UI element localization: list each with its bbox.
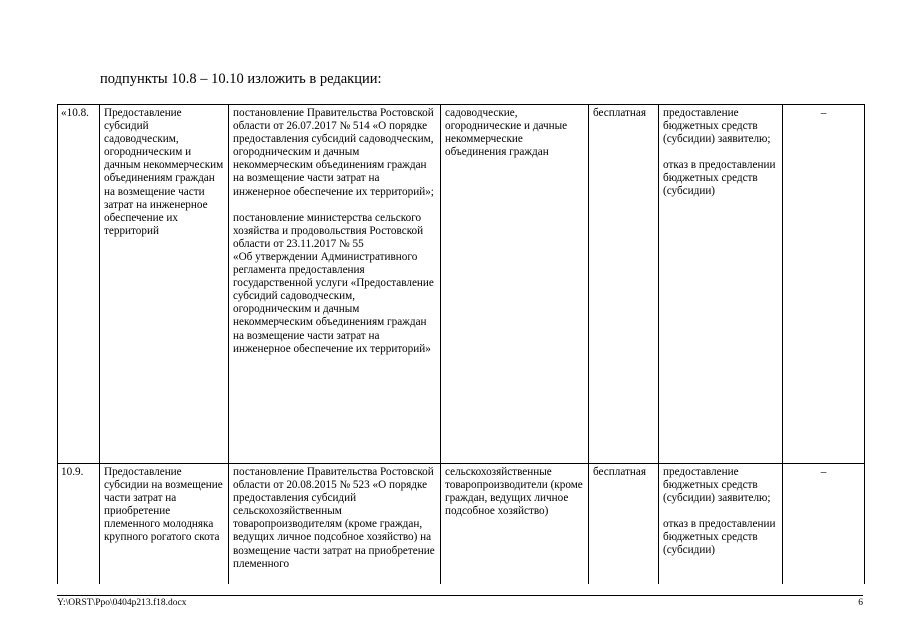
extra-column: – (783, 105, 865, 464)
recipients: сельскохозяйственные товаропроизводители (кроме граждан, ведущих личное подсобное хозяйство) (441, 464, 589, 585)
cost: бесплатная (589, 105, 659, 464)
result-grant: предоставление бюджетных средств (субсидии) заявителю; (663, 107, 771, 146)
result-grant: предоставление бюджетных средств (субсидии) заявителю; (663, 466, 771, 505)
intro-text: подпункты 10.8 – 10.10 изложить в редакции: (100, 71, 382, 87)
legal-acts-cell (229, 105, 441, 464)
page-footer (57, 595, 863, 609)
extra-column: – (783, 464, 865, 585)
table-row (58, 464, 865, 585)
result-refusal: отказ в предоставлении бюджетных средств (субсидии) (663, 518, 776, 557)
recipients: садоводческие, огороднические и дачные некоммерческие объединения граждан (441, 105, 589, 464)
cost: бесплатная (589, 464, 659, 585)
result-refusal: отказ в предоставлении бюджетных средств (субсидии) (663, 159, 776, 198)
result-cell (659, 464, 783, 585)
legal-act: постановление Правительства Ростовской области от 20.08.2015 № 523 «О порядке предоставления субсидий сельскохозяйственным товаропроизводителям (кроме граждан, ведущих личное подсобное хозяйство) на возмещение части затрат на приобретение племенного (229, 464, 441, 585)
table-row (58, 105, 865, 464)
legal-act: постановление Правительства Ростовской области от 26.07.2017 № 514 «О порядке предоставления субсидий садоводческим, огородническим и дачным некоммерческим объединениям граждан на возмещение части затрат на инженерное обеспечение их территорий»; (233, 107, 434, 198)
service-name: Предоставление субсидий садоводческим, огородническим и дачным некоммерческим объединениям граждан на возмещение части затрат на инженерное обеспечение их территорий (100, 105, 229, 464)
row-number: 10.9. (58, 464, 100, 585)
result-cell (659, 105, 783, 464)
row-number: «10.8. (58, 105, 100, 464)
page-number: 6 (858, 598, 863, 608)
service-name: Предоставление субсидии на возмещение части затрат на приобретение племенного молодняка крупного рогатого скота (100, 464, 229, 585)
file-path: Y:\ORST\Ppo\0404p213.f18.docx (57, 598, 187, 608)
legal-act: «Об утверждении Административного регламента предоставления государственной услуги «Предоставление субсидий садоводческим, огородническим и дачным некоммерческим объединениям граждан на возмещение части затрат на инженерное обеспечение их территорий» (233, 250, 434, 355)
legal-act: постановление министерства сельского хозяйства и продовольствия Ростовской области от 23.11.2017 № 55 (233, 211, 424, 250)
services-table (57, 104, 865, 584)
